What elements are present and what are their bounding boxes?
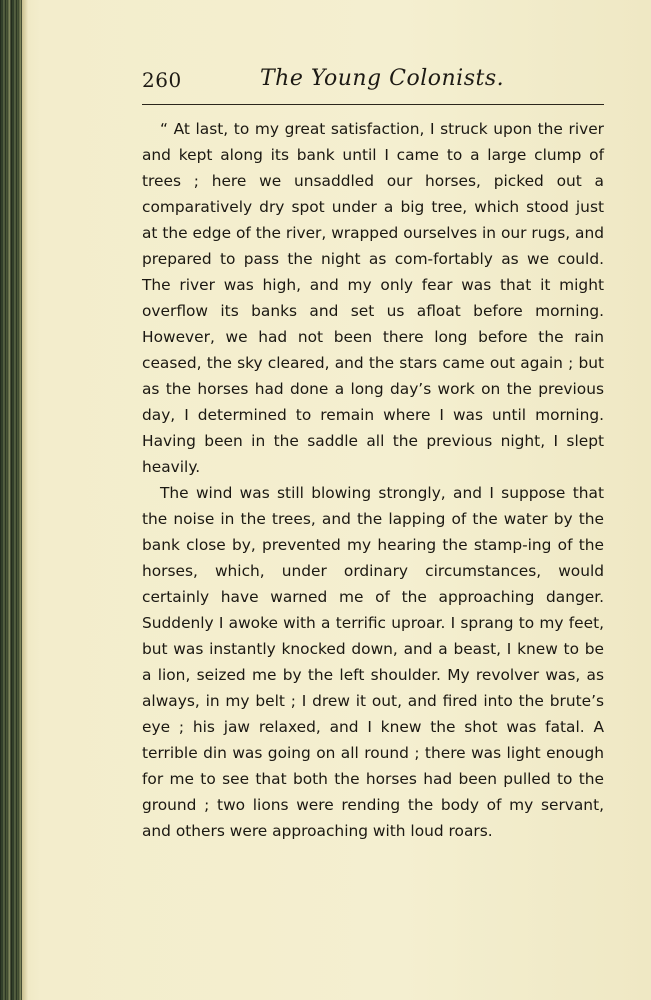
paragraph-2: The wind was still blowing strongly, and I suppose that the noise in the trees, and the lapping of the water by the bank close by, prevented my hearing the stamp-ing of the horses, which, under ordinary circumstances, would certainly have warned me of the approaching danger. Suddenly I awoke with a terrific uproar. I sprang to my feet, but was instantly knocked down, and a beast, I knew to be a lion, seized me by the left shoulder. My revolver was, as always, in my belt ; I drew it out, and fired into the brute’s eye ; his jaw relaxed, and I knew the shot was fatal. A terrible din was going on all round ; there was light enough for me to see that both the horses had been pulled to the ground ; two lions were rending the body of my servant, and others were approaching with loud roars. — [142, 484, 604, 840]
running-title: The Young Colonists. — [260, 66, 505, 91]
paragraph-1: “ At last, to my great satisfaction, I struck upon the river and kept along its bank until I came to a large clump of trees ; here we unsaddled our horses, picked out a comparatively dry spot under a big tree, which stood just at the edge of the river, wrapped ourselves in our rugs, and prepared to pass the night as com-fortably as we could. The river was high, and my only fear was that it might overflow its banks and set us afloat before morning. However, we had not been there long before the rain ceased, the sky cleared, and the stars came out again ; but as the horses had done a long day’s work on the previous day, I determined to remain where I was until morning. Having been in the saddle all the previous night, I slept heavily. — [142, 120, 604, 476]
page-body — [142, 116, 604, 844]
page-binding — [0, 0, 22, 1000]
binding-shadow — [22, 0, 28, 1000]
header-rule — [142, 104, 604, 105]
page-number: 260 — [142, 68, 182, 92]
running-header — [142, 66, 604, 100]
